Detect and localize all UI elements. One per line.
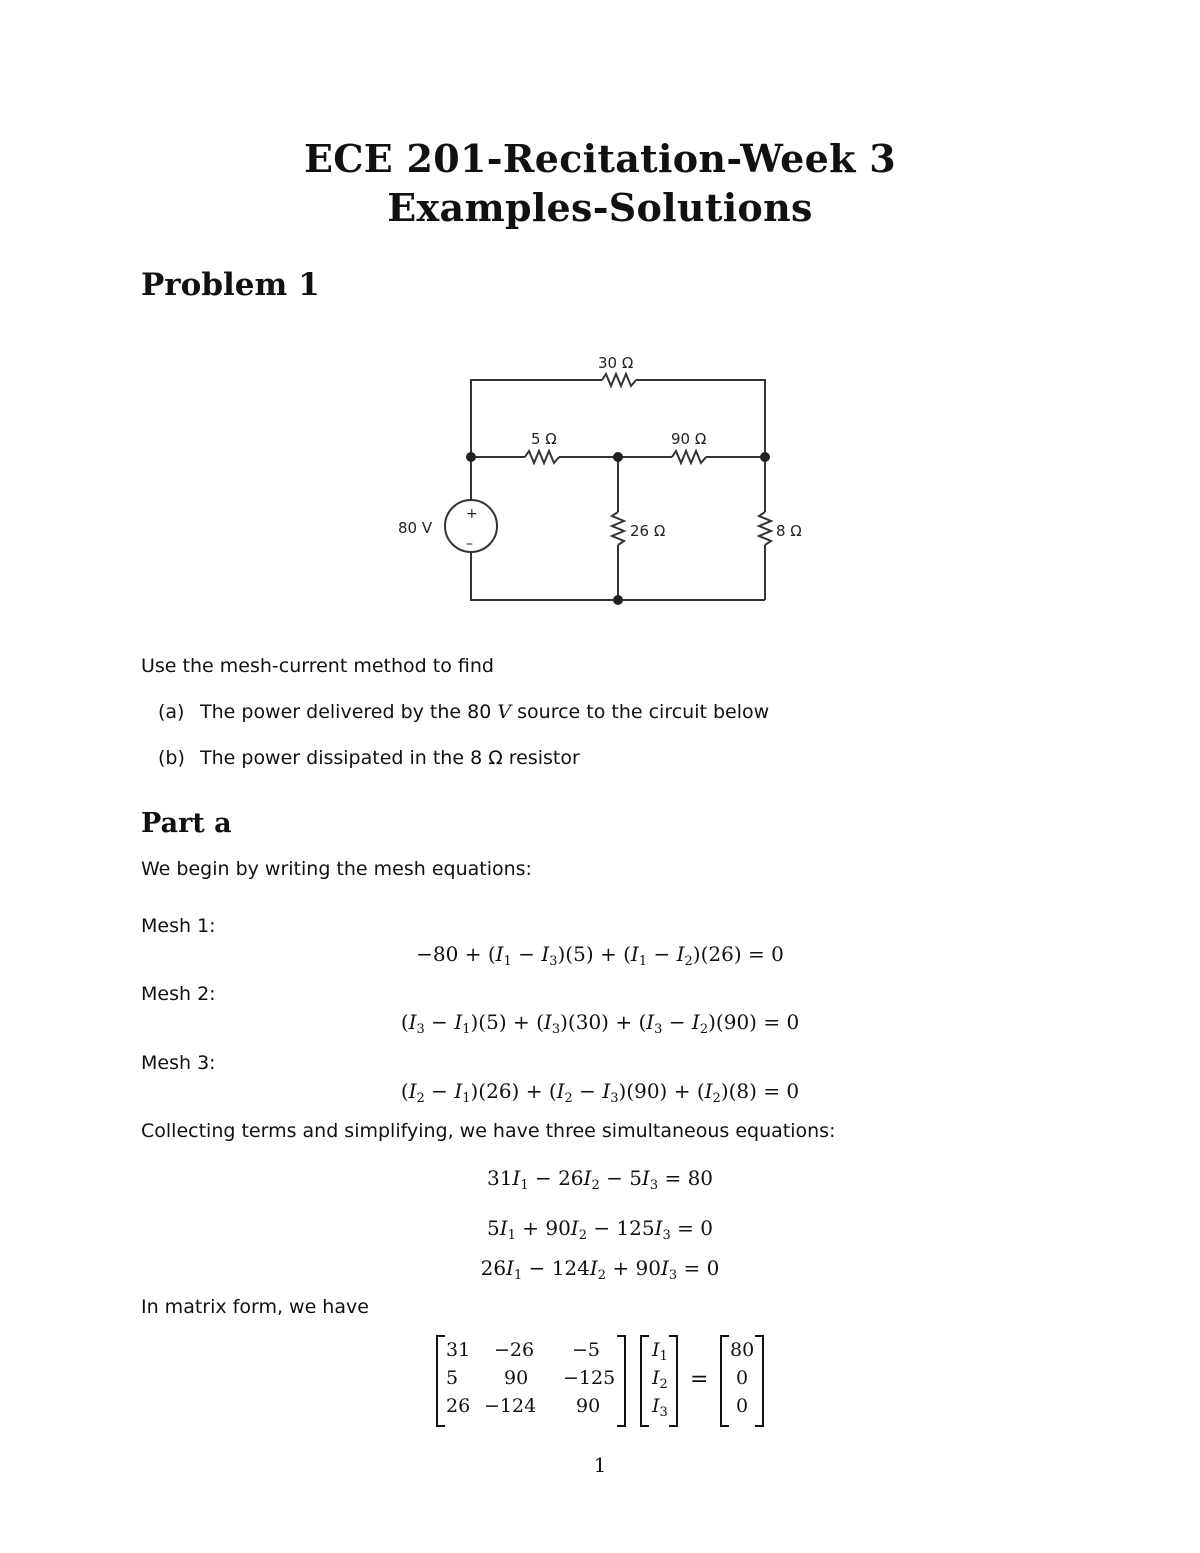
matrix-cell: 26: [446, 1395, 471, 1417]
simultaneous-eq-1: $31I_1 - 26I_2 - 5I_3 = 80$: [486, 1166, 714, 1193]
rhs-cell: 0: [736, 1395, 749, 1417]
item-a-text: The power delivered by the 80 V source to the circuit below: [200, 701, 770, 723]
rhs-cell: 80: [730, 1339, 755, 1361]
matrix-cell: −125: [563, 1367, 616, 1389]
collecting-text: Collecting terms and simplifying, we have three simultaneous equations:: [141, 1120, 836, 1142]
matrix-cell: 31: [446, 1339, 471, 1361]
label-8-ohm: 8 Ω: [776, 522, 802, 540]
matrix-cell: 90: [504, 1367, 529, 1389]
minus-sign: –: [466, 536, 473, 552]
matrix-cell: −5: [572, 1339, 601, 1361]
rhs-cell: 0: [736, 1367, 749, 1389]
label-80-volt: 80 V: [398, 519, 433, 537]
simultaneous-eq-3: $26I_1 - 124I_2 + 90I_3 = 0$: [480, 1256, 720, 1283]
label-30-ohm: 30 Ω: [598, 354, 634, 372]
coefficient-matrix: [436, 1335, 626, 1427]
matrix-cell: −124: [484, 1395, 537, 1417]
resistor-26-ohm: [612, 512, 624, 545]
intro-text: Use the mesh-current method to find: [141, 655, 494, 677]
rhs-vector: [720, 1335, 764, 1427]
node-right: [760, 452, 770, 462]
matrix-cell: 90: [576, 1395, 601, 1417]
node-left: [466, 452, 476, 462]
title-line-1: ECE 201-Recitation-Week 3: [303, 136, 897, 181]
item-b-label: (b): [158, 747, 185, 769]
item-a-label: (a): [158, 701, 185, 723]
mesh-1-label: Mesh 1:: [141, 915, 216, 937]
resistor-5-ohm: [525, 451, 559, 463]
mesh-2-equation: $(I_3 - I_1)(5) + (I_3)(30) + (I_3 - I_2)(90) = 0$: [400, 1010, 800, 1037]
matrix-cell: −26: [494, 1339, 535, 1361]
part-a-heading: Part a: [141, 808, 232, 839]
begin-text: We begin by writing the mesh equations:: [141, 858, 532, 880]
title-line-2: Examples-Solutions: [387, 185, 813, 230]
matrix-cell: 5: [446, 1367, 459, 1389]
item-b-text: The power dissipated in the 8 Ω resistor: [200, 747, 580, 769]
label-90-ohm: 90 Ω: [671, 430, 707, 448]
resistor-30-ohm: [602, 374, 636, 386]
current-vector: $I_1$ $I_2$ $I_3$: [640, 1335, 678, 1427]
problem-heading: Problem 1: [141, 267, 320, 303]
page-number: 1: [593, 1453, 607, 1477]
mesh-1-equation: $-80 + (I_1 - I_3)(5) + (I_1 - I_2)(26) = 0$: [416, 942, 784, 969]
matrix-text: In matrix form, we have: [141, 1296, 369, 1318]
node-middle: [613, 452, 623, 462]
resistor-90-ohm: [672, 451, 706, 463]
circuit-diagram: [380, 350, 820, 625]
plus-sign: +: [466, 506, 478, 522]
simultaneous-eq-2: $5I_1 + 90I_2 - 125I_3 = 0$: [486, 1216, 714, 1243]
label-26-ohm: 26 Ω: [630, 522, 666, 540]
mesh-3-equation: $(I_2 - I_1)(26) + (I_2 - I_3)(90) + (I_2)(8) = 0$: [400, 1079, 800, 1106]
resistor-8-ohm: [759, 512, 771, 545]
label-5-ohm: 5 Ω: [531, 430, 557, 448]
matrix-equals: =: [690, 1367, 709, 1392]
mesh-3-label: Mesh 3:: [141, 1052, 216, 1074]
mesh-2-label: Mesh 2:: [141, 983, 216, 1005]
node-bottom: [613, 595, 623, 605]
